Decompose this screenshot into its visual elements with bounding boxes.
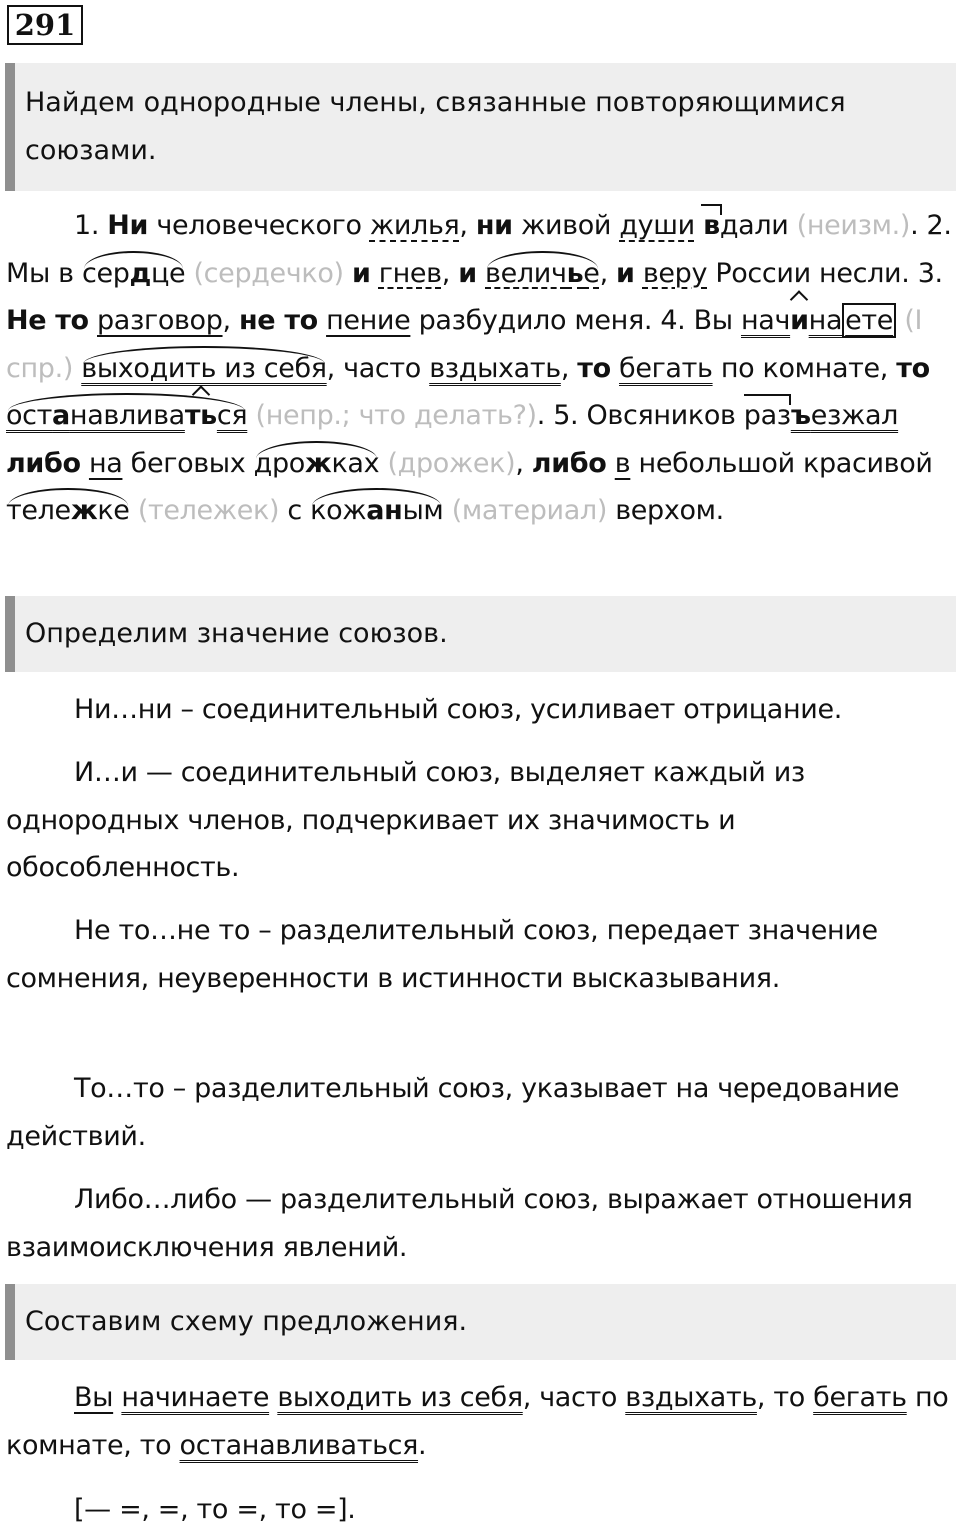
scheme-sentence: Вы начинаете выходить из себя, часто вздыхать, то бегать по комнате, то останавливаться. (6, 1382, 949, 1461)
homogeneous-subject: души (619, 210, 695, 241)
section-heading-scheme (5, 1284, 956, 1360)
section-heading-conjunctions (5, 596, 956, 672)
analyzed-text: 1. Ни человеческого жилья, ни живой души вдали (неизм.). 2. Мы в сердце (сердечко) и гнев, и величье, и веру России несли. 3. Не то разговор, не то пение разбудило меня. 4. Вы начина ете (I спр.) выходить из себя, часто вздыхать, то бегать по комнате, то останавливаться (непр.; что делать?). 5. Овсяников разъезжал либо на беговых дрожках (дрожек), либо в небольшой красивой тележке (тележек) с кожаным (материал) верхом. (6, 202, 956, 535)
heading-text: Определим значение союзов. (25, 618, 448, 649)
section-heading-homogeneous (5, 63, 956, 191)
heading-text: Составим схему предложения. (25, 1306, 468, 1337)
heading-text: Найдем однородные члены, связанные повторяющимися союзами. (25, 87, 846, 166)
conjunction-item: То…то – разделительный союз, указывает на чередование действий. (6, 1073, 900, 1152)
exercise-number: 291 (7, 5, 83, 45)
conjunction-item: Не то…не то – разделительный союз, передает значение сомнения, неуверенности в истинности высказывания. (6, 915, 878, 994)
conjunction-item: И…и — соединительный союз, выделяет каждый из однородных членов, подчеркивает их значимость и обособленность. (6, 757, 805, 883)
sentence-scheme: [— =, =, то =, то =]. (74, 1494, 356, 1525)
conjunction-item: Либо…либо — разделительный союз, выражает отношения взаимоисключения явлений. (6, 1184, 913, 1263)
homogeneous-subject: жилья (369, 210, 460, 241)
conjunction-item: Ни…ни – соединительный союз, усиливает отрицание. (74, 694, 842, 725)
